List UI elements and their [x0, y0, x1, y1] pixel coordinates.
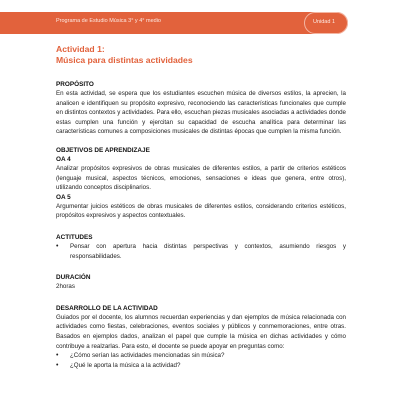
- desarrollo-text: Guiados por el docente, los alumnos recuerdan experiencias y dan ejemplos de música relacionada con actividades como fiestas, celebraciones, eventos sociales y públicos y conmemoraciones, entre otras. Basados en ejemplos dados, analizan el papel que cumple la música en dichas actividades y cómo contribuye a realzarlas. Para esto, el docente se puede apoyar en preguntas como:: [56, 313, 346, 350]
- objetivos-heading: OBJETIVOS DE APRENDIZAJE: [56, 146, 150, 154]
- oa4-label: OA 4: [56, 155, 71, 163]
- actitudes-heading: ACTITUDES: [56, 233, 93, 241]
- activity-subtitle: Música para distintas actividades: [56, 55, 193, 65]
- program-label: Programa de Estudio Música 3° y 4° medio: [56, 18, 161, 24]
- program-banner: [0, 12, 348, 34]
- bullet-icon: •: [56, 242, 59, 250]
- unit-badge: [304, 12, 348, 34]
- proposito-text: En esta actividad, se espera que los estudiantes escuchen música de diversos estilos, la aprecien, la analicen e identifiquen su propósito expresivo, reconociendo las características funcionales que cumple en distintos contextos y actividades. Para ello, escuchan piezas musicales asociadas a actividades donde estas cumplen una función y ejercitan su capacidad de escucha analítica para determinar las características comunes a composiciones musicales de distintas épocas que cumplen la misma función.: [56, 90, 346, 136]
- unit-label: Unidad 1: [313, 19, 336, 25]
- actitudes-item-text: Pensar con apertura hacia distintas perspectivas y contextos, asumiendo riesgos y responsabilidades.: [70, 242, 346, 260]
- question-text: ¿Cómo serían las actividades mencionadas sin música?: [70, 352, 225, 360]
- proposito-heading: PROPÓSITO: [56, 81, 94, 88]
- duracion-heading: DURACIÓN: [56, 274, 91, 282]
- question-text: ¿Qué le aporta la música a la actividad?: [70, 361, 181, 369]
- desarrollo-heading: DESARROLLO DE LA ACTIVIDAD: [56, 304, 158, 312]
- header-bar: [0, 12, 400, 34]
- activity-title: Actividad 1:: [56, 44, 105, 54]
- question-item: [56, 361, 346, 371]
- oa5-text: Argumentar juicios estéticos de obras musicales de diferentes estilos, considerando criterios estéticos, propósitos expresivos y aspectos contextuales.: [56, 202, 346, 220]
- oa4-text: Analizar propósitos expresivos de obras musicales de diferentes estilos, a partir de criterios estéticos (lenguaje musical, aspectos técnicos, emociones, sensaciones e ideas que genera, entre otros), utilizando conceptos disciplinarios.: [56, 164, 346, 192]
- document-content: [56, 44, 346, 370]
- bullet-icon: •: [56, 352, 59, 360]
- duracion-text: 2horas: [56, 283, 75, 291]
- bullet-icon: •: [56, 361, 59, 369]
- actitudes-item: [56, 242, 346, 261]
- question-item: [56, 351, 346, 361]
- oa5-label: OA 5: [56, 193, 71, 201]
